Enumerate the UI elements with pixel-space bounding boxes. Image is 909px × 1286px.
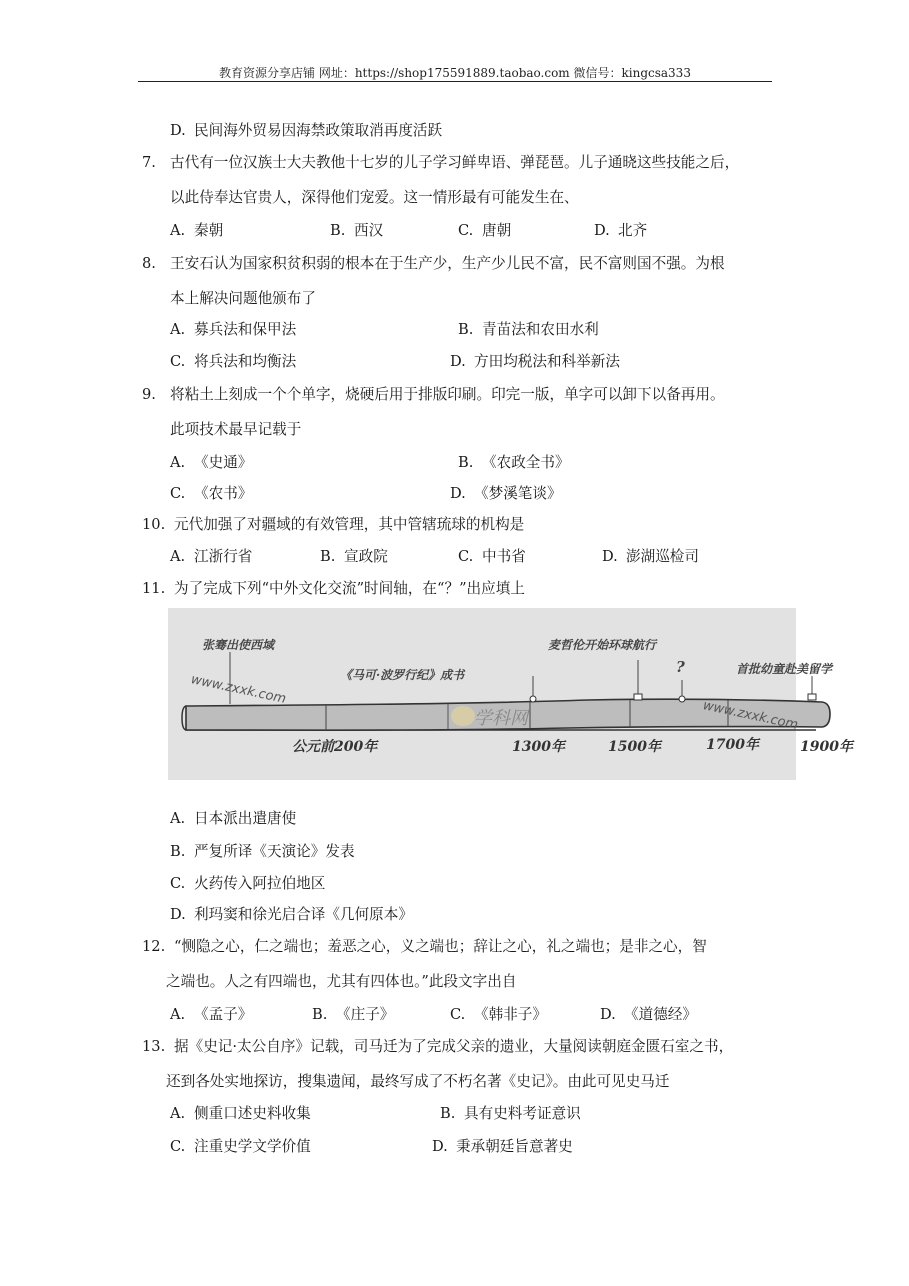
option-letter: A. bbox=[170, 1006, 186, 1023]
q10-stem-line1: 元代加强了对疆域的有效管理，其中管辖琉球的机构是 bbox=[174, 516, 525, 533]
q11-option-a bbox=[170, 810, 296, 828]
option-text: 青苗法和农田水利 bbox=[482, 321, 599, 338]
q8-stem-line2: 本上解决问题他颁布了 bbox=[170, 290, 316, 307]
year-1700: 1700年 bbox=[706, 737, 759, 753]
q8-stem-line1: 王安石认为国家积贫积弱的根本在于生产少，生产少儿民不富，民不富则国不强。为根 bbox=[170, 255, 725, 272]
q9-stem-line1: 将粘土上刻成一个个单字，烧硬后用于排版印刷。印完一版，单字可以卸下以备再用。 bbox=[170, 386, 725, 403]
q7-stem-line1: 古代有一位汉族士大夫教他十七岁的儿子学习鲜卑语、弹琵琶。儿子通晓这些技能之后， bbox=[170, 154, 740, 171]
option-letter: B. bbox=[458, 454, 474, 471]
option-letter: D. bbox=[450, 485, 466, 502]
event-marco-polo: 《马可·波罗行纪》成书 bbox=[340, 668, 465, 682]
option-text: 秉承朝廷旨意著史 bbox=[456, 1138, 573, 1155]
year-200bc: 公元前200年 bbox=[292, 739, 378, 755]
watermark-logo: 学科网 bbox=[474, 708, 528, 729]
q13-stem-line2: 还到各处实地探访，搜集遗闻，最终写成了不朽名著《史记》。由此可见史马迁 bbox=[166, 1073, 670, 1090]
q7-option-a bbox=[170, 222, 223, 240]
q11-stem-line1: 为了完成下列“中外文化交流”时间轴，在“？”出应填上 bbox=[174, 580, 525, 597]
q8-number: 8. bbox=[142, 255, 156, 272]
q6-option-d bbox=[170, 122, 442, 140]
option-letter: A. bbox=[170, 222, 186, 239]
q11-option-b bbox=[170, 843, 355, 861]
event-zhangqian: 张骞出使西域 bbox=[202, 638, 275, 652]
q12-stem-line1: “恻隐之心，仁之端也；羞恶之心，义之端也；辞让之心，礼之端也；是非之心，智 bbox=[174, 938, 707, 955]
option-letter: A. bbox=[170, 454, 186, 471]
option-text: 日本派出遣唐使 bbox=[194, 810, 297, 827]
option-text: 《庄子》 bbox=[336, 1006, 395, 1023]
q13-option-b bbox=[440, 1105, 581, 1123]
option-text: 江浙行省 bbox=[194, 548, 253, 565]
year-1900: 1900年 bbox=[800, 739, 853, 755]
q9-option-a bbox=[170, 454, 252, 472]
q7-number: 7. bbox=[142, 154, 156, 171]
event-magellan: 麦哲伦开始环球航行 bbox=[548, 638, 657, 652]
q13-stem-line1: 据《史记·太公自序》记载，司马迁为了完成父亲的遗业，大量阅读朝庭金匮石室之书， bbox=[174, 1038, 734, 1055]
option-letter: B. bbox=[320, 548, 336, 565]
option-letter: D. bbox=[600, 1006, 616, 1023]
q7-option-b bbox=[330, 222, 383, 240]
option-text: 侧重口述史料收集 bbox=[194, 1105, 311, 1122]
option-text: 方田均税法和科举新法 bbox=[474, 353, 620, 370]
page-header: 教育资源分享店铺 网址：https://shop175591889.taobao.com 微信号：kingcsa333 bbox=[219, 66, 691, 80]
option-letter: D. bbox=[594, 222, 610, 239]
q13-option-c bbox=[170, 1138, 311, 1156]
option-text: 严复所译《天演论》发表 bbox=[194, 843, 355, 860]
option-letter: B. bbox=[458, 321, 474, 338]
option-text: 《梦溪笔谈》 bbox=[474, 485, 562, 502]
q12-option-c bbox=[450, 1006, 547, 1024]
option-letter: C. bbox=[458, 548, 474, 565]
q10-option-b bbox=[320, 548, 388, 566]
q13-number: 13. bbox=[142, 1038, 166, 1055]
year-1500: 1500年 bbox=[608, 739, 661, 755]
option-letter: A. bbox=[170, 548, 186, 565]
q8-option-a bbox=[170, 321, 296, 339]
option-text: 募兵法和保甲法 bbox=[194, 321, 297, 338]
q10-number: 10. bbox=[142, 516, 166, 533]
option-text: 《史通》 bbox=[194, 454, 253, 471]
q13-option-a bbox=[170, 1105, 311, 1123]
q12-option-b bbox=[312, 1006, 394, 1024]
option-letter: C. bbox=[170, 485, 186, 502]
q9-number: 9. bbox=[142, 386, 156, 403]
option-letter: D. bbox=[432, 1138, 448, 1155]
option-letter: C. bbox=[170, 1138, 186, 1155]
option-letter: D. bbox=[170, 122, 186, 139]
q12-option-d bbox=[600, 1006, 697, 1024]
option-letter: A. bbox=[170, 1105, 186, 1122]
option-letter: A. bbox=[170, 810, 186, 827]
option-text: 民间海外贸易因海禁政策取消再度活跃 bbox=[194, 122, 443, 139]
option-text: 利玛窦和徐光启合译《几何原本》 bbox=[194, 906, 413, 923]
q7-option-d bbox=[594, 222, 647, 240]
q8-option-c bbox=[170, 353, 296, 371]
q9-stem-line2: 此项技术最早记载于 bbox=[170, 421, 302, 438]
option-letter: B. bbox=[330, 222, 346, 239]
watermark-site-right: www.zxxk.com bbox=[701, 698, 800, 733]
option-letter: B. bbox=[170, 843, 186, 860]
q13-option-d bbox=[432, 1138, 573, 1156]
option-text: 《孟子》 bbox=[194, 1006, 253, 1023]
q7-stem-line2: 以此侍奉达官贵人，深得他们宠爱。这一情形最有可能发生在、 bbox=[170, 189, 579, 206]
q7-option-c bbox=[458, 222, 511, 240]
option-letter: D. bbox=[450, 353, 466, 370]
option-text: 宣政院 bbox=[344, 548, 388, 565]
option-letter: B. bbox=[312, 1006, 328, 1023]
option-letter: C. bbox=[170, 875, 186, 892]
q9-option-b bbox=[458, 454, 570, 472]
option-text: 《农书》 bbox=[194, 485, 253, 502]
option-letter: D. bbox=[602, 548, 618, 565]
q12-option-a bbox=[170, 1006, 252, 1024]
q11-option-c bbox=[170, 875, 325, 893]
q8-option-d bbox=[450, 353, 620, 371]
q10-option-d bbox=[602, 548, 699, 566]
option-text: 西汉 bbox=[354, 222, 384, 239]
timeline-figure bbox=[168, 608, 853, 780]
header-rule bbox=[138, 81, 772, 82]
q10-option-a bbox=[170, 548, 252, 566]
option-letter: C. bbox=[450, 1006, 466, 1023]
option-text: 火药传入阿拉伯地区 bbox=[194, 875, 326, 892]
option-letter: C. bbox=[170, 353, 186, 370]
q12-stem-line2: 之端也。人之有四端也，尤其有四体也。”此段文字出自 bbox=[166, 973, 517, 990]
q9-option-d bbox=[450, 485, 562, 503]
watermark-site-left: www.zxxk.com bbox=[189, 672, 288, 707]
option-letter: D. bbox=[170, 906, 186, 923]
q9-option-c bbox=[170, 485, 252, 503]
q8-option-b bbox=[458, 321, 599, 339]
option-text: 《农政全书》 bbox=[482, 454, 570, 471]
event-question-mark: ? bbox=[676, 658, 685, 676]
event-first-students: 首批幼童赴美留学 bbox=[736, 662, 833, 676]
option-text: 秦朝 bbox=[194, 222, 224, 239]
option-text: 将兵法和均衡法 bbox=[194, 353, 297, 370]
q11-option-d bbox=[170, 906, 413, 924]
option-text: 具有史料考证意识 bbox=[464, 1105, 581, 1122]
q10-option-c bbox=[458, 548, 526, 566]
option-text: 《韩非子》 bbox=[474, 1006, 547, 1023]
option-letter: C. bbox=[458, 222, 474, 239]
option-letter: A. bbox=[170, 321, 186, 338]
q12-number: 12. bbox=[142, 938, 166, 955]
option-text: 澎湖巡检司 bbox=[626, 548, 699, 565]
option-letter: B. bbox=[440, 1105, 456, 1122]
option-text: 《道德经》 bbox=[624, 1006, 697, 1023]
q11-number: 11. bbox=[142, 580, 166, 597]
option-text: 注重史学文学价值 bbox=[194, 1138, 311, 1155]
year-1300: 1300年 bbox=[512, 739, 565, 755]
option-text: 北齐 bbox=[618, 222, 648, 239]
option-text: 中书省 bbox=[482, 548, 526, 565]
option-text: 唐朝 bbox=[482, 222, 512, 239]
